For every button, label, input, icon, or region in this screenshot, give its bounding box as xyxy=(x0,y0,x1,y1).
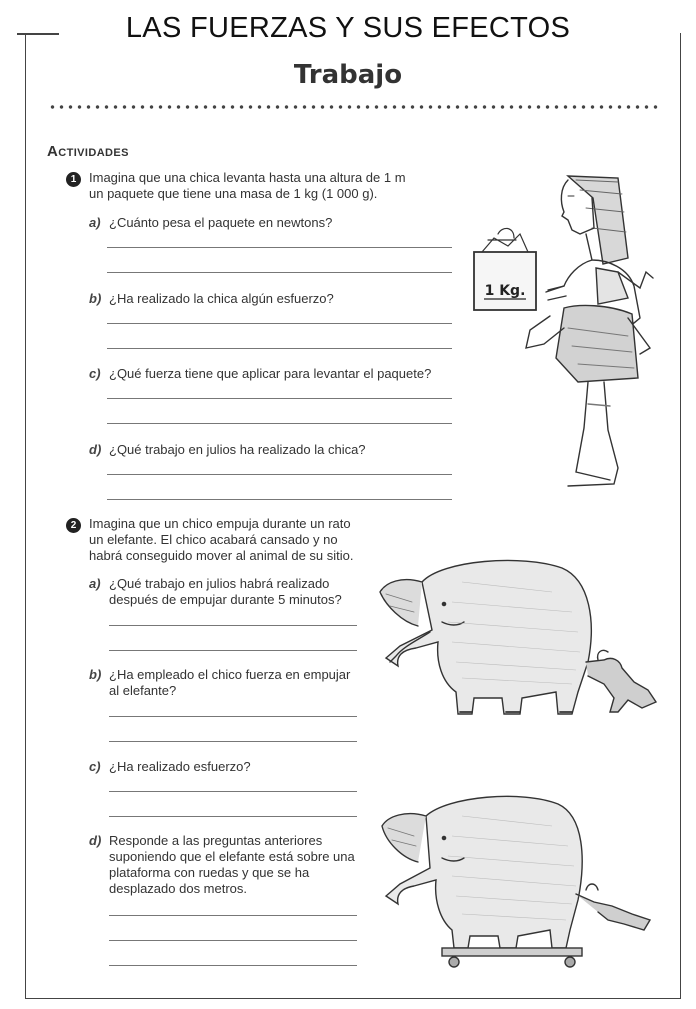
answer-line[interactable] xyxy=(109,915,357,916)
answer-line[interactable] xyxy=(107,398,452,399)
answer-line[interactable] xyxy=(107,423,452,424)
activity-number-1: 1 xyxy=(66,172,81,187)
question-text-1b: ¿Ha realizado la chica algún esfuerzo? xyxy=(109,291,334,306)
question-text-2b-line2: al elefante? xyxy=(109,683,177,698)
activity2-stem-line1: Imagina que un chico empuja durante un rato xyxy=(89,516,351,531)
answer-line[interactable] xyxy=(109,816,357,817)
answer-line[interactable] xyxy=(109,940,357,941)
question-text-1d: ¿Qué trabajo en julios ha realizado la chica? xyxy=(109,442,366,457)
answer-line[interactable] xyxy=(107,272,452,273)
question-text-1a: ¿Cuánto pesa el paquete en newtons? xyxy=(109,215,333,230)
question-letter-2a: a) xyxy=(89,576,101,591)
answer-line[interactable] xyxy=(109,791,357,792)
question-text-2b-line1: ¿Ha empleado el chico fuerza en empujar xyxy=(109,667,351,682)
activity1-stem-line2: un paquete que tiene una masa de 1 kg (1 000 g). xyxy=(89,186,378,201)
question-letter-2c: c) xyxy=(89,759,101,774)
question-text-2d-line2: suponiendo que el elefante está sobre una xyxy=(109,849,355,864)
activity1-stem-line1: Imagina que una chica levanta hasta una altura de 1 m xyxy=(89,170,406,185)
question-text-2d-line4: desplazado dos metros. xyxy=(109,881,248,896)
activity2-stem-line3: habrá conseguido mover al animal de su sitio. xyxy=(89,548,354,563)
answer-line[interactable] xyxy=(109,716,357,717)
dotted-divider xyxy=(48,104,658,110)
answer-line[interactable] xyxy=(109,650,357,651)
activity-number-2: 2 xyxy=(66,518,81,533)
question-text-2a-line2: después de empujar durante 5 minutos? xyxy=(109,592,342,607)
question-text-2d-line1: Responde a las preguntas anteriores xyxy=(109,833,323,848)
answer-line[interactable] xyxy=(109,965,357,966)
question-text-1c: ¿Qué fuerza tiene que aplicar para levantar el paquete? xyxy=(109,366,432,381)
question-letter-2b: b) xyxy=(89,667,102,682)
question-letter-1c: c) xyxy=(89,366,101,381)
question-text-2a-line1: ¿Qué trabajo en julios habrá realizado xyxy=(109,576,330,591)
girl-lifting-package-illustration xyxy=(468,168,663,490)
elephant-on-platform-illustration xyxy=(372,790,662,972)
question-text-2d-line3: plataforma con ruedas y que se ha xyxy=(109,865,310,880)
activity2-stem-line2: un elefante. El chico acabará cansado y no xyxy=(89,532,338,547)
section-heading: Actividades xyxy=(47,143,129,160)
question-letter-1a: a) xyxy=(89,215,101,230)
question-text-2c-line1: ¿Ha realizado esfuerzo? xyxy=(109,759,251,774)
answer-line[interactable] xyxy=(107,247,452,248)
boy-pushing-elephant-illustration xyxy=(372,552,662,722)
question-letter-2d: d) xyxy=(89,833,102,848)
answer-line[interactable] xyxy=(107,499,452,500)
answer-line[interactable] xyxy=(109,741,357,742)
question-letter-1d: d) xyxy=(89,442,102,457)
answer-line[interactable] xyxy=(107,348,452,349)
question-letter-1b: b) xyxy=(89,291,102,306)
package-label: 1 Kg. xyxy=(484,283,526,299)
page-title: LAS FUERZAS Y SUS EFECTOS xyxy=(125,12,571,44)
answer-line[interactable] xyxy=(109,625,357,626)
answer-line[interactable] xyxy=(107,474,452,475)
answer-line[interactable] xyxy=(107,323,452,324)
page-subtitle: Trabajo xyxy=(293,60,403,90)
